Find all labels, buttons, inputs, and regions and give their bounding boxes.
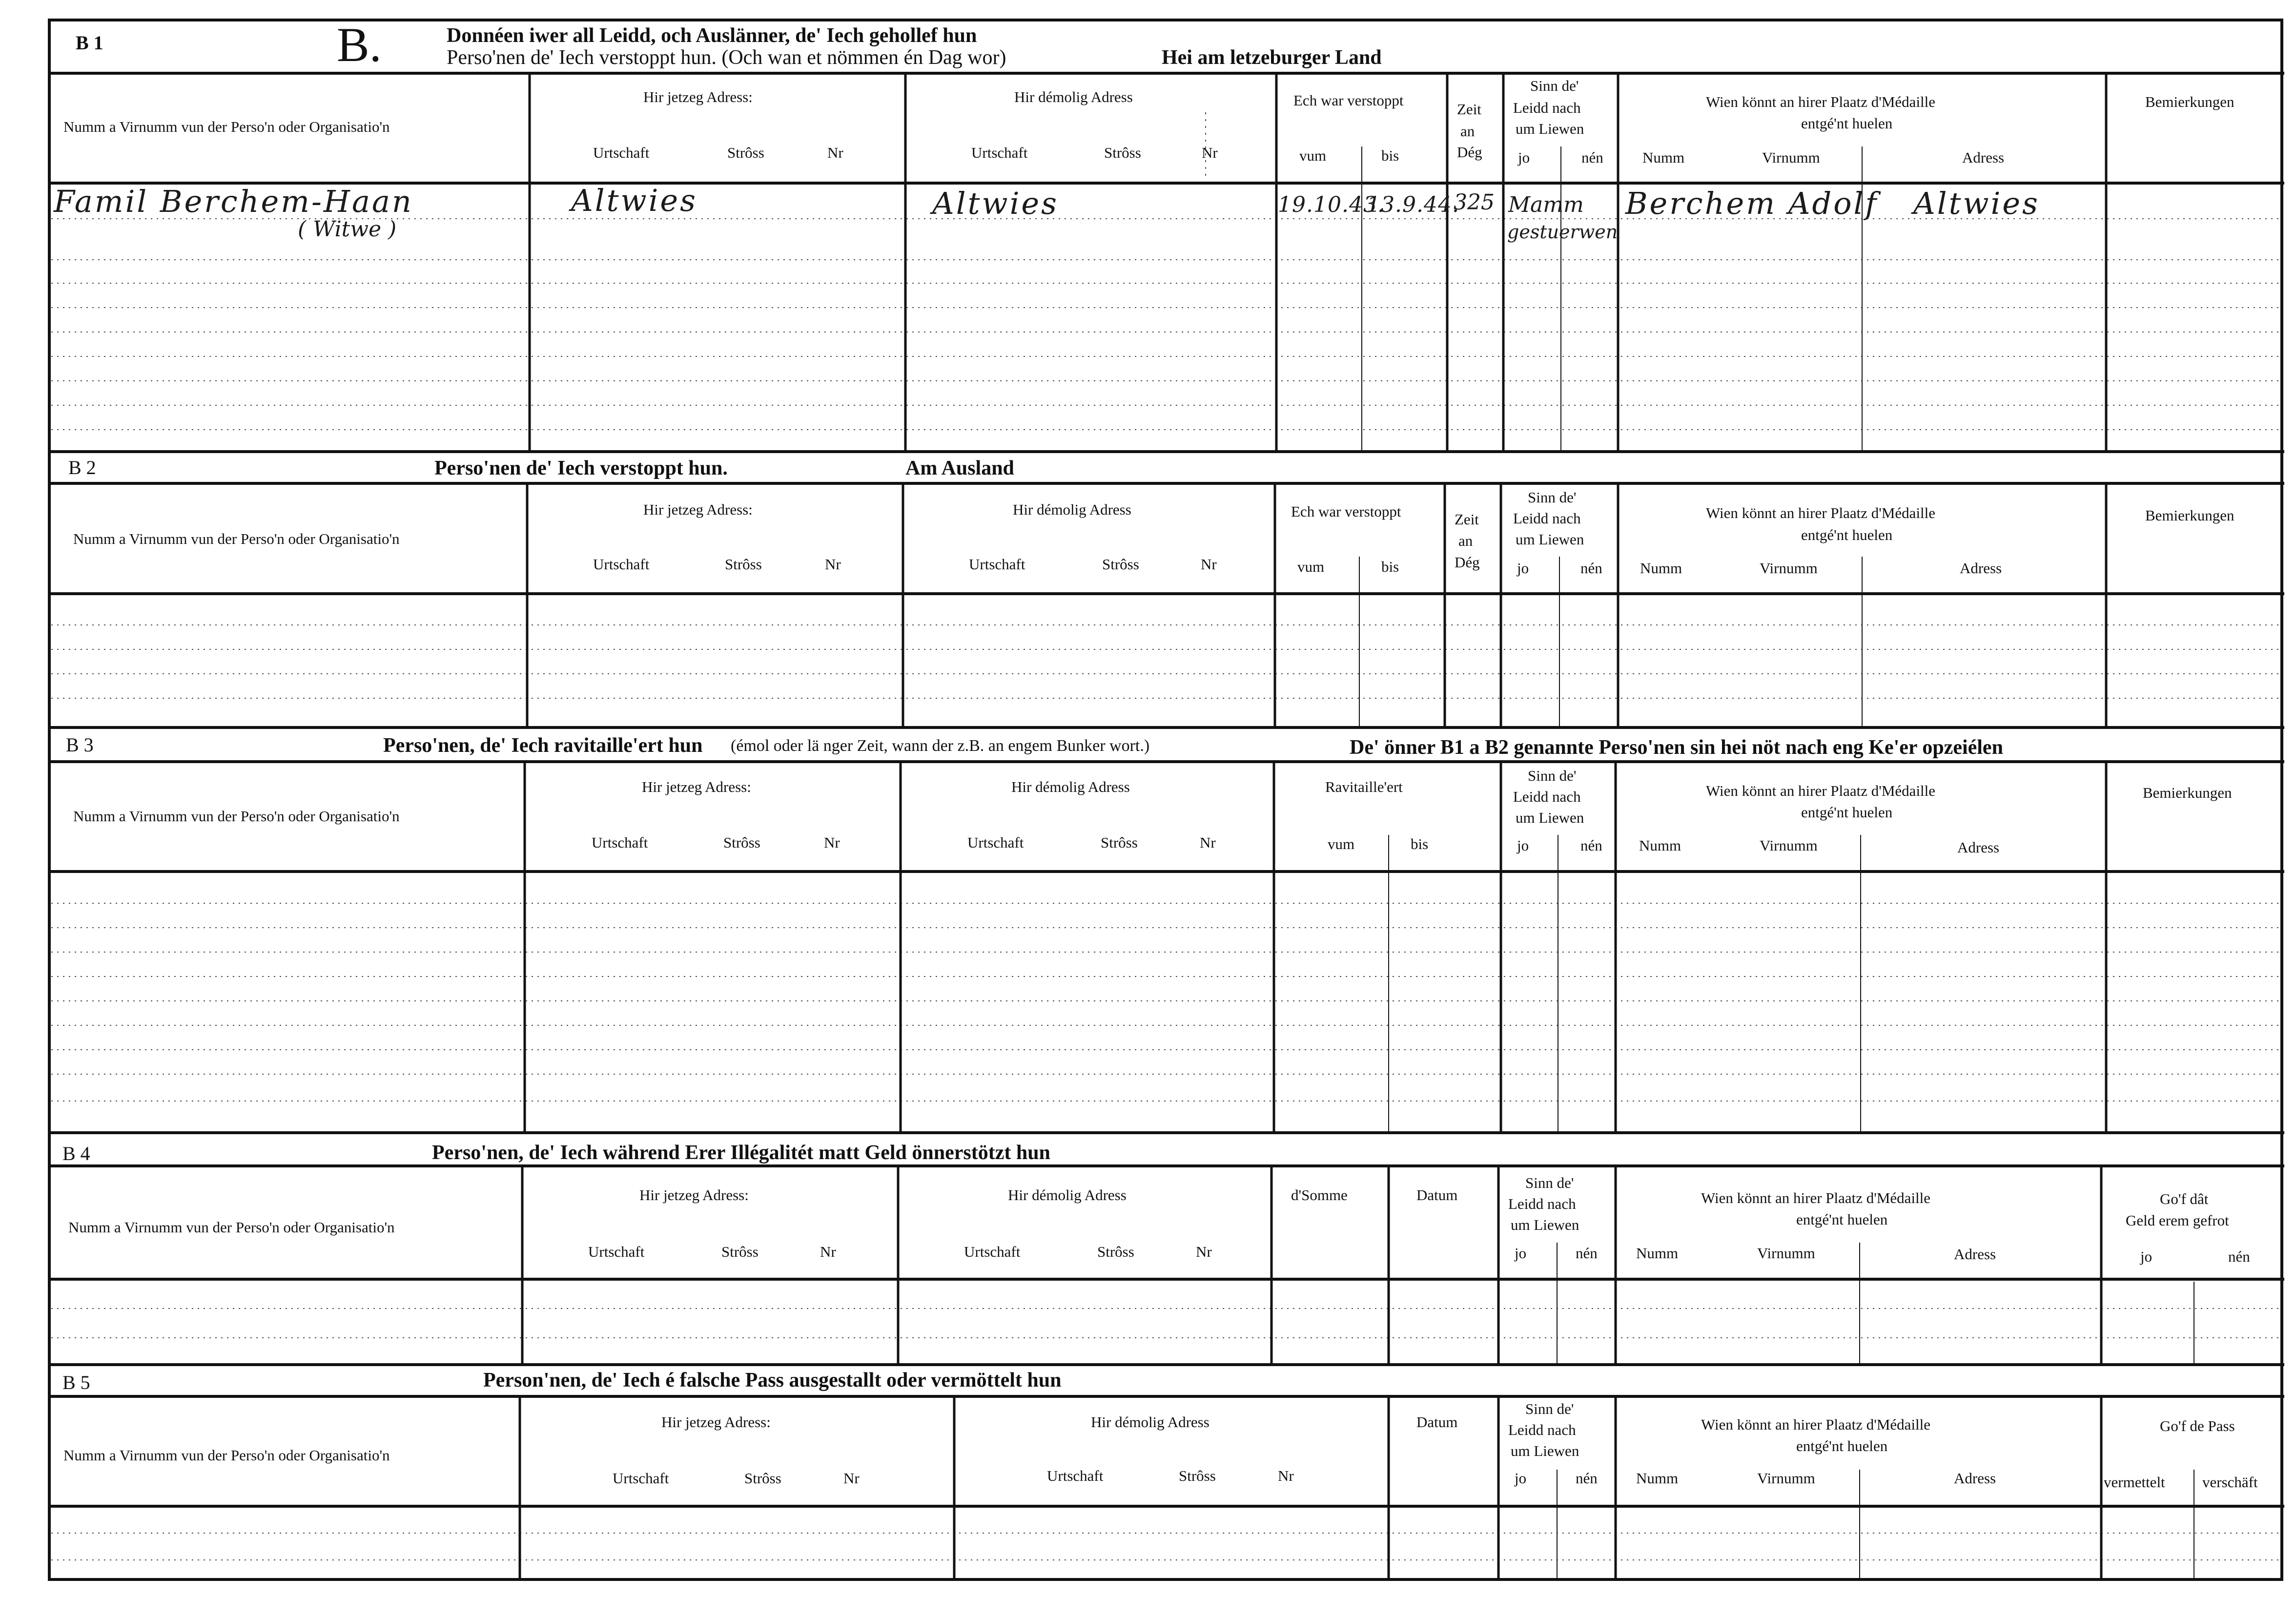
b3-sub-place-former: Urtschaft	[967, 834, 1024, 851]
b1-entry-to: 13.9.44.	[1367, 192, 1459, 217]
b1-sub-place: Urtschaft	[593, 144, 650, 161]
section-b5-title: Person'nen, de' Iech é falsche Pass ausgestallt oder vermöttelt hun	[483, 1369, 1062, 1391]
b5-col-date: Datum	[1416, 1413, 1458, 1431]
b5-sub-nr-former: Nr	[1278, 1467, 1294, 1484]
b1-entry-from: 19.10.43.	[1278, 192, 1385, 217]
b3-sub-place: Urtschaft	[592, 834, 648, 851]
b4-sub-money-no: nén	[2228, 1248, 2250, 1265]
b1-sub-place-former: Urtschaft	[971, 144, 1028, 161]
b2-col-medal-1: Wien könnt an hirer Plaatz d'Médaille	[1706, 504, 1936, 521]
b2-col-remarks: Bemierkungen	[2145, 507, 2234, 524]
b3-sub-no: nén	[1580, 837, 1602, 854]
b1-entry-alive-note-2: gestuerwen	[1507, 221, 1618, 243]
b5-sub-nr: Nr	[843, 1470, 860, 1487]
b5-col-died-1: Sinn de'	[1525, 1400, 1574, 1417]
b4-sub-nr-former: Nr	[1196, 1243, 1212, 1260]
b2-col-died-1: Sinn de'	[1528, 489, 1577, 506]
b2-sub-to: bis	[1381, 558, 1399, 575]
b4-col-money-2: Geld erem gefrot	[2126, 1212, 2229, 1229]
b3-col-medal-1: Wien könnt an hirer Plaatz d'Médaille	[1706, 782, 1936, 799]
b3-col-remarks: Bemierkungen	[2143, 784, 2232, 801]
b5-col-former-address: Hir démolig Adress	[1091, 1413, 1210, 1431]
b4-col-sum: d'Somme	[1291, 1186, 1348, 1204]
b1-col-died-1: Sinn de'	[1530, 77, 1579, 94]
b5-sub-issued: verschäft	[2202, 1474, 2258, 1491]
b2-sub-firstname: Virnumm	[1760, 560, 1818, 577]
b3-sub-lastname: Numm	[1639, 837, 1681, 854]
section-b3-label: B 3	[66, 734, 94, 756]
b5-sub-address: Adress	[1954, 1470, 1996, 1487]
b1-col-time-3: Dég	[1457, 144, 1482, 161]
b2-col-died-3: um Liewen	[1516, 531, 1584, 548]
b4-sub-nr: Nr	[820, 1243, 836, 1260]
b1-col-name: Numm a Virnumm vun der Perso'n oder Organisatio'n	[63, 118, 390, 135]
b4-col-medal-1: Wien könnt an hirer Plaatz d'Médaille	[1701, 1189, 1931, 1206]
b3-col-name: Numm a Virnumm vun der Perso'n oder Organisatio'n	[73, 808, 400, 825]
b1-sub-lastname: Numm	[1642, 149, 1685, 166]
section-b2-label: B 2	[68, 457, 96, 478]
b3-col-died-1: Sinn de'	[1528, 767, 1577, 784]
b5-col-died-3: um Liewen	[1511, 1442, 1579, 1459]
b5-col-medal-2: entgé'nt huelen	[1796, 1437, 1888, 1454]
b2-col-time-1: Zeit	[1455, 511, 1479, 528]
b4-col-current-address: Hir jetzeg Adress:	[639, 1186, 749, 1204]
b2-sub-nr-former: Nr	[1201, 556, 1217, 573]
b2-col-time-3: Dég	[1455, 554, 1480, 571]
b3-sub-nr: Nr	[824, 834, 840, 851]
b5-sub-no: nén	[1576, 1470, 1598, 1487]
b2-col-died-2: Leidd nach	[1513, 510, 1581, 527]
b4-col-name: Numm a Virnumm vun der Perso'n oder Organisatio'n	[68, 1219, 395, 1236]
b1-col-died-3: um Liewen	[1516, 120, 1584, 137]
b1-col-time-2: an	[1460, 123, 1475, 140]
b4-col-medal-2: entgé'nt huelen	[1796, 1211, 1888, 1228]
b1-entry-name: Famil Berchem-Haan	[54, 184, 413, 219]
b5-sub-firstname: Virnumm	[1757, 1470, 1815, 1487]
b1-sub-nr-former: Nr	[1202, 144, 1218, 161]
b3-sub-to: bis	[1411, 835, 1429, 852]
b3-sub-from: vum	[1328, 835, 1355, 852]
b1-col-current-address: Hir jetzeg Adress:	[643, 88, 753, 105]
section-b3-title-paren: (émol oder lä nger Zeit, wann der z.B. an engem Bunker wort.)	[731, 737, 1150, 755]
b4-sub-firstname: Virnumm	[1757, 1245, 1815, 1262]
b2-col-name: Numm a Virnumm vun der Perso'n oder Organisatio'n	[73, 530, 400, 547]
b4-sub-lastname: Numm	[1636, 1245, 1679, 1262]
b2-sub-street: Strôss	[725, 556, 762, 573]
b2-col-hidden: Ech war verstoppt	[1291, 503, 1401, 520]
b3-sub-street-former: Strôss	[1101, 834, 1138, 851]
b1-col-time-1: Zeit	[1457, 101, 1481, 118]
b1-entry-medal-address: Altwies	[1913, 186, 2040, 221]
b3-sub-yes: jo	[1517, 837, 1529, 854]
b1-sub-firstname: Virnumm	[1762, 149, 1820, 166]
section-b1-title-line2: Perso'nen de' Iech verstoppt hun. (Och wan et nömmen én Dag wor)	[447, 46, 1006, 69]
b1-col-medal-2: entgé'nt huelen	[1801, 115, 1893, 132]
section-b1-title-line2b: Hei am letzeburger Land	[1162, 46, 1382, 69]
b1-sub-street: Strôss	[727, 144, 764, 161]
b3-sub-nr-former: Nr	[1200, 834, 1216, 851]
b4-sub-money-yes: jo	[2140, 1248, 2152, 1265]
section-b2-title-b: Am Ausland	[905, 457, 1014, 479]
b4-sub-place-former: Urtschaft	[964, 1243, 1021, 1260]
b5-sub-lastname: Numm	[1636, 1470, 1679, 1487]
b5-sub-street-former: Strôss	[1179, 1467, 1216, 1484]
b4-sub-street: Strôss	[721, 1243, 758, 1260]
b5-col-name: Numm a Virnumm vun der Perso'n oder Organisatio'n	[63, 1447, 390, 1464]
b1-entry-days: 325	[1454, 190, 1495, 215]
b1-sub-from: vum	[1299, 147, 1327, 164]
b1-sub-yes: jo	[1518, 149, 1530, 166]
b3-col-medal-2: entgé'nt huelen	[1801, 804, 1893, 821]
b2-sub-no: nén	[1580, 560, 1602, 577]
b1-entry-name-note: ( Witwe )	[298, 217, 397, 242]
section-b3-title-b: De' önner B1 a B2 genannte Perso'nen sin hei nöt nach eng Ke'er opzeiélen	[1350, 736, 2003, 759]
b1-entry-alive-note-1: Mamm	[1508, 192, 1584, 217]
section-b1-title-line1: Donnéen iwer all Leidd, och Auslänner, de' Iech gehollef hun	[447, 24, 977, 47]
b2-sub-yes: jo	[1517, 560, 1529, 577]
b5-col-pass: Go'f de Pass	[2160, 1417, 2235, 1434]
b5-sub-place-former: Urtschaft	[1047, 1467, 1104, 1484]
section-b1-label: B 1	[76, 32, 103, 54]
section-b4-title: Perso'nen, de' Iech während Erer Illégalitét matt Geld önnerstötzt hun	[432, 1142, 1050, 1164]
section-b3-title: Perso'nen, de' Iech ravitaille'ert hun	[383, 734, 703, 757]
b1-entry-former-place: Altwies	[932, 186, 1059, 221]
b5-sub-yes: jo	[1515, 1470, 1527, 1487]
b2-col-time-2: an	[1458, 532, 1473, 549]
b5-col-medal-1: Wien könnt an hirer Plaatz d'Médaille	[1701, 1416, 1931, 1433]
b2-sub-address: Adress	[1960, 560, 2002, 577]
b1-col-remarks: Bemierkungen	[2145, 93, 2234, 110]
b4-sub-no: nén	[1576, 1245, 1598, 1262]
b4-col-former-address: Hir démolig Adress	[1008, 1186, 1127, 1204]
section-b5-label: B 5	[62, 1371, 90, 1393]
b3-sub-firstname: Virnumm	[1760, 837, 1818, 854]
b5-sub-street: Strôss	[744, 1470, 781, 1487]
b2-col-medal-2: entgé'nt huelen	[1801, 526, 1893, 543]
b2-sub-lastname: Numm	[1640, 560, 1682, 577]
b5-sub-mediated: vermettelt	[2104, 1474, 2165, 1491]
b1-entry-current-place: Altwies	[571, 183, 697, 218]
section-b4-label: B 4	[62, 1142, 90, 1164]
b2-col-former-address: Hir démolig Adress	[1013, 501, 1131, 518]
b4-sub-yes: jo	[1515, 1245, 1527, 1262]
b4-col-died-3: um Liewen	[1511, 1216, 1579, 1233]
b1-sub-street-former: Strôss	[1104, 144, 1141, 161]
b1-sub-to: bis	[1381, 147, 1399, 164]
b3-sub-address: Adress	[1957, 839, 2000, 856]
b1-col-former-address: Hir démolig Adress	[1014, 88, 1133, 105]
b2-sub-from: vum	[1297, 558, 1325, 575]
b1-sub-no: nén	[1581, 149, 1603, 166]
b3-sub-street: Strôss	[723, 834, 760, 851]
b4-col-died-1: Sinn de'	[1525, 1174, 1574, 1191]
b3-col-supplied: Ravitaille'ert	[1325, 778, 1403, 795]
b2-sub-place: Urtschaft	[593, 556, 650, 573]
b1-entry-medal-name: Berchem Adolf	[1625, 186, 1879, 221]
b3-col-former-address: Hir démolig Adress	[1011, 778, 1130, 795]
b5-col-current-address: Hir jetzeg Adress:	[661, 1413, 771, 1431]
b3-col-died-2: Leidd nach	[1513, 788, 1581, 805]
b5-col-died-2: Leidd nach	[1508, 1421, 1576, 1438]
b1-col-medal-1: Wien könnt an hirer Plaatz d'Médaille	[1706, 93, 1936, 110]
b1-sub-address: Adress	[1962, 149, 2005, 166]
b2-sub-street-former: Strôss	[1102, 556, 1139, 573]
b4-sub-place: Urtschaft	[588, 1243, 645, 1260]
section-b2-title: Perso'nen de' Iech verstoppt hun.	[434, 457, 728, 479]
b4-col-money-1: Go'f dât	[2160, 1190, 2209, 1207]
b1-col-hidden: Ech war verstoppt	[1293, 92, 1404, 109]
b5-sub-place: Urtschaft	[613, 1470, 669, 1487]
b2-sub-place-former: Urtschaft	[969, 556, 1025, 573]
b2-sub-nr: Nr	[825, 556, 841, 573]
b4-sub-street-former: Strôss	[1097, 1243, 1134, 1260]
b2-col-current-address: Hir jetzeg Adress:	[643, 501, 753, 518]
b1-col-died-2: Leidd nach	[1513, 99, 1581, 116]
b3-col-died-3: um Liewen	[1516, 809, 1584, 826]
b4-sub-address: Adress	[1954, 1246, 1996, 1263]
b1-sub-nr: Nr	[827, 144, 843, 161]
b3-col-current-address: Hir jetzeg Adress:	[642, 778, 751, 795]
b4-col-date: Datum	[1416, 1186, 1458, 1204]
b4-col-died-2: Leidd nach	[1508, 1195, 1576, 1212]
form-header-letter: B.	[337, 18, 382, 72]
